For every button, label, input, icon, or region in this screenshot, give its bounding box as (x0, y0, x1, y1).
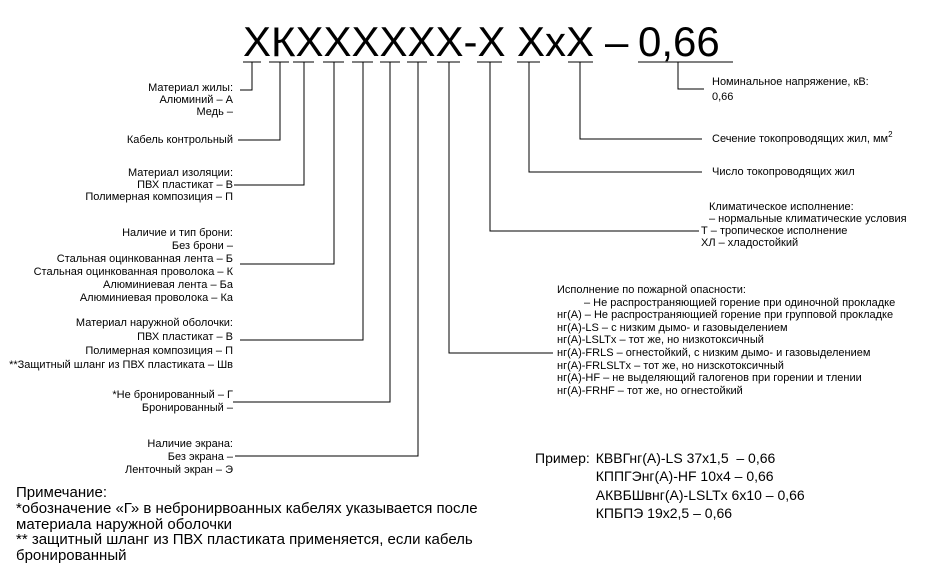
climate-option: ХЛ – хладостойкий (701, 237, 799, 249)
armored-block (0, 389, 233, 415)
fire-safety-option: нг(А)-LS – с низким дымо- и газовыделением (557, 321, 788, 334)
connector-climate (490, 62, 699, 231)
insulation-option: ПВХ пластикат – В (137, 179, 233, 191)
fire-safety-option: нг(А)-FRLSLTx – тот же, но низскотоксичный (557, 359, 784, 372)
armored-option: Бронированный – (141, 402, 233, 414)
example-list (596, 449, 805, 522)
screen-option: Без экрана – (167, 451, 233, 463)
fire-safety-option: нг(А)-FRHF – тот же, но огнестойкий (557, 384, 743, 397)
fire-safety-block (557, 284, 895, 397)
sheath-option: **Защитный шланг из ПВХ пластиката – Шв (9, 359, 233, 371)
climate-heading: Климатическое исполнение: (709, 201, 854, 213)
title-dash: – (605, 18, 629, 65)
note-heading: Примечание: (16, 484, 107, 501)
rated-voltage-block (712, 75, 869, 105)
cross-section-superscript: 2 (888, 130, 893, 139)
note-text: бронированный (16, 547, 127, 565)
fire-safety-option: нг(А)-HF – не выделяющий галогенов при горении и тлении (557, 372, 862, 385)
note-text: *обозначение «Г» в небронирвоанных кабелях указывается после (16, 499, 478, 517)
rated-voltage-heading: Номинальное напряжение, кВ: (712, 76, 869, 88)
armor-block (0, 227, 233, 305)
conductor-count-label: Число токопроводящих жил (712, 166, 855, 178)
connector-fire (449, 62, 553, 353)
fire-safety-option: – Не распространяющией горение при одиночной прокладке (584, 296, 896, 309)
rated-voltage-value: 0,66 (712, 91, 734, 103)
fire-safety-option: нг(А)-FRLS – огнестойкий, с низким дымо- и газовыделением (557, 346, 871, 359)
connector-sheath (240, 62, 363, 340)
note-text: материала наружной оболочки (16, 515, 233, 533)
example-item: КПБПЭ 19х2,5 – 0,66 (595, 504, 733, 521)
example-item: АКВБШвнг(А)-LSLTx 6х10 – 0,66 (595, 486, 805, 503)
core-material-option: Алюминий – А (159, 94, 233, 106)
connector-insulation (234, 62, 304, 185)
fire-safety-option: нг(А)-LSLTx – тот же, но низкотоксичный (557, 334, 764, 347)
cross-section-block (712, 132, 893, 147)
insulation-option: Полимерная композиция – П (85, 191, 233, 203)
sheath-option: ПВХ пластикат – В (137, 331, 233, 343)
climate-option: – нормальные климатические условия (709, 213, 907, 225)
armor-option: Алюминиевая лента – Ба (103, 279, 233, 291)
title-size-mask: ХхХ (517, 18, 595, 65)
control-cable-label: Кабель контрольный (126, 134, 233, 146)
core-material-heading: Материал жилы: (148, 82, 233, 94)
armored-option: *Не бронированный – Г (112, 389, 233, 401)
sheath-block (0, 316, 233, 372)
armor-option: Стальная оцинкованная проволока – К (33, 266, 233, 278)
screen-option: Ленточный экран – Э (125, 464, 233, 476)
example-item: КППГЭнг(А)-HF 10х4 – 0,66 (595, 468, 774, 485)
connector-conductor-count (529, 62, 702, 172)
title-voltage: 0,66 (638, 18, 720, 65)
connector-core-material (240, 62, 252, 90)
armor-heading: Наличие и тип брони: (122, 227, 233, 239)
climate-option: Т – тропическое исполнение (701, 225, 848, 237)
sheath-heading: Материал наружной оболочки: (75, 317, 233, 329)
core-material-option: Медь – (196, 106, 233, 118)
climate-block (701, 201, 907, 249)
example-item: КВВГнг(А)-LS 37х1,5 – 0,66 (595, 450, 776, 466)
conductor-count-block (712, 165, 855, 179)
fire-safety-option: нг(А) – Не распространяющией горение при групповой прокладке (557, 309, 894, 322)
connector-armor (240, 62, 334, 264)
connector-screen (235, 62, 418, 456)
cross-section-label: Сечение токопроводящих жил, мм (712, 133, 889, 145)
armor-option: Алюминиевая проволока – Ка (79, 292, 233, 304)
armor-option: Стальная оцинкованная лента – Б (56, 253, 233, 265)
insulation-heading: Материал изоляции: (127, 167, 233, 179)
connector-cross-section (580, 62, 702, 139)
connector-armored (233, 62, 390, 402)
sheath-option: Полимерная композиция – П (85, 345, 233, 357)
core-material-block (0, 82, 233, 118)
note-block (16, 485, 478, 564)
screen-heading: Наличие экрана: (147, 438, 233, 450)
connector-voltage (678, 62, 704, 89)
insulation-block (0, 167, 233, 203)
connector-control-cable (238, 62, 280, 140)
screen-block (0, 438, 233, 477)
fire-safety-heading: Исполнение по пожарной опасности: (557, 284, 746, 296)
armor-option: Без брони – (171, 240, 233, 252)
example-label: Пример: (535, 450, 590, 466)
example-block (535, 449, 805, 522)
title-code-mask: ХКХХХХХХ-Х (243, 18, 506, 65)
note-text: ** защитный шланг из ПВХ пластиката применяется, если кабель (16, 531, 473, 549)
control-cable-block (0, 134, 233, 146)
